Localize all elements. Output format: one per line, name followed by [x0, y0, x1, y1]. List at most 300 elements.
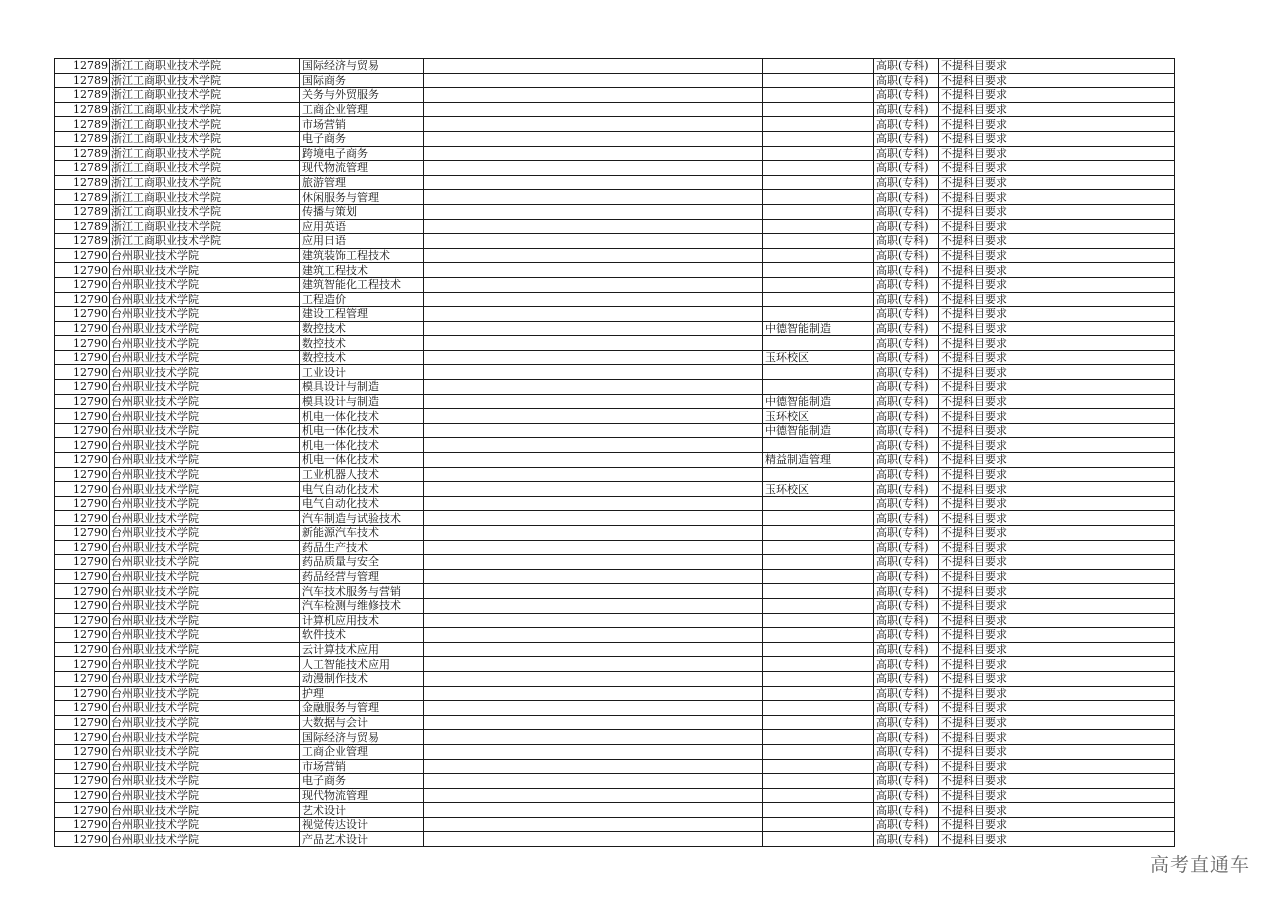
school-name-cell: 台州职业技术学院	[110, 555, 300, 570]
campus-note-cell	[763, 263, 874, 278]
level-cell: 高职(专科)	[874, 832, 939, 847]
major-name-cell: 机电一体化技术	[300, 438, 424, 453]
major-name-cell: 电气自动化技术	[300, 482, 424, 497]
level-cell: 高职(专科)	[874, 598, 939, 613]
school-name-cell: 台州职业技术学院	[110, 540, 300, 555]
level-cell: 高职(专科)	[874, 686, 939, 701]
school-code-cell: 12789	[55, 219, 110, 234]
subject-requirement-cell: 不提科目要求	[939, 686, 1175, 701]
level-cell: 高职(专科)	[874, 657, 939, 672]
table-row	[55, 511, 1175, 526]
subject-requirement-cell: 不提科目要求	[939, 511, 1175, 526]
school-name-cell: 台州职业技术学院	[110, 598, 300, 613]
subject-requirement-cell: 不提科目要求	[939, 423, 1175, 438]
subject-requirement-cell: 不提科目要求	[939, 277, 1175, 292]
campus-note-cell	[763, 803, 874, 818]
major-note-cell	[424, 131, 763, 146]
campus-note-cell	[763, 540, 874, 555]
school-code-cell: 12789	[55, 190, 110, 205]
level-cell: 高职(专科)	[874, 774, 939, 789]
table-row	[55, 336, 1175, 351]
major-note-cell	[424, 832, 763, 847]
major-name-cell: 护理	[300, 686, 424, 701]
table-row	[55, 248, 1175, 263]
school-code-cell: 12790	[55, 744, 110, 759]
major-note-cell	[424, 555, 763, 570]
campus-note-cell	[763, 307, 874, 322]
major-name-cell: 动漫制作技术	[300, 671, 424, 686]
campus-note-cell	[763, 161, 874, 176]
level-cell: 高职(专科)	[874, 526, 939, 541]
campus-note-cell	[763, 496, 874, 511]
school-code-cell: 12790	[55, 569, 110, 584]
subject-requirement-cell: 不提科目要求	[939, 613, 1175, 628]
campus-note-cell	[763, 584, 874, 599]
table-row	[55, 438, 1175, 453]
subject-requirement-cell: 不提科目要求	[939, 321, 1175, 336]
major-name-cell: 机电一体化技术	[300, 453, 424, 468]
level-cell: 高职(专科)	[874, 511, 939, 526]
school-name-cell: 台州职业技术学院	[110, 248, 300, 263]
school-name-cell: 浙江工商职业技术学院	[110, 73, 300, 88]
major-note-cell	[424, 321, 763, 336]
major-name-cell: 药品经营与管理	[300, 569, 424, 584]
level-cell: 高职(专科)	[874, 759, 939, 774]
table-row	[55, 496, 1175, 511]
subject-requirement-cell: 不提科目要求	[939, 540, 1175, 555]
school-name-cell: 台州职业技术学院	[110, 380, 300, 395]
school-name-cell: 台州职业技术学院	[110, 453, 300, 468]
campus-note-cell: 玉环校区	[763, 409, 874, 424]
campus-note-cell	[763, 131, 874, 146]
table-row	[55, 117, 1175, 132]
major-note-cell	[424, 336, 763, 351]
level-cell: 高职(专科)	[874, 482, 939, 497]
table-row	[55, 219, 1175, 234]
school-name-cell: 台州职业技术学院	[110, 307, 300, 322]
major-name-cell: 新能源汽车技术	[300, 526, 424, 541]
school-name-cell: 台州职业技术学院	[110, 263, 300, 278]
subject-requirement-cell: 不提科目要求	[939, 803, 1175, 818]
campus-note-cell	[763, 832, 874, 847]
school-name-cell: 浙江工商职业技术学院	[110, 204, 300, 219]
watermark-text: 高考直通车	[1149, 854, 1250, 876]
campus-note-cell	[763, 59, 874, 74]
campus-note-cell	[763, 190, 874, 205]
campus-note-cell	[763, 467, 874, 482]
school-code-cell: 12790	[55, 540, 110, 555]
subject-requirement-cell: 不提科目要求	[939, 292, 1175, 307]
school-name-cell: 台州职业技术学院	[110, 511, 300, 526]
major-note-cell	[424, 117, 763, 132]
level-cell: 高职(专科)	[874, 321, 939, 336]
subject-requirement-cell: 不提科目要求	[939, 380, 1175, 395]
table-row	[55, 380, 1175, 395]
school-name-cell: 台州职业技术学院	[110, 336, 300, 351]
campus-note-cell	[763, 817, 874, 832]
major-name-cell: 现代物流管理	[300, 161, 424, 176]
level-cell: 高职(专科)	[874, 496, 939, 511]
major-name-cell: 国际经济与贸易	[300, 730, 424, 745]
major-name-cell: 工程造价	[300, 292, 424, 307]
school-name-cell: 台州职业技术学院	[110, 759, 300, 774]
table-row	[55, 817, 1175, 832]
table-row	[55, 175, 1175, 190]
major-name-cell: 数控技术	[300, 336, 424, 351]
school-name-cell: 台州职业技术学院	[110, 715, 300, 730]
major-name-cell: 建筑智能化工程技术	[300, 277, 424, 292]
table-row	[55, 482, 1175, 497]
major-name-cell: 工商企业管理	[300, 102, 424, 117]
level-cell: 高职(专科)	[874, 394, 939, 409]
level-cell: 高职(专科)	[874, 365, 939, 380]
subject-requirement-cell: 不提科目要求	[939, 175, 1175, 190]
school-name-cell: 台州职业技术学院	[110, 686, 300, 701]
subject-requirement-cell: 不提科目要求	[939, 569, 1175, 584]
school-name-cell: 台州职业技术学院	[110, 584, 300, 599]
school-name-cell: 台州职业技术学院	[110, 657, 300, 672]
table-row	[55, 88, 1175, 103]
school-code-cell: 12789	[55, 102, 110, 117]
school-name-cell: 台州职业技术学院	[110, 817, 300, 832]
major-note-cell	[424, 482, 763, 497]
subject-requirement-cell: 不提科目要求	[939, 496, 1175, 511]
level-cell: 高职(专科)	[874, 73, 939, 88]
school-name-cell: 浙江工商职业技术学院	[110, 161, 300, 176]
subject-requirement-cell: 不提科目要求	[939, 832, 1175, 847]
major-name-cell: 工业机器人技术	[300, 467, 424, 482]
table-row	[55, 832, 1175, 847]
school-name-cell: 台州职业技术学院	[110, 730, 300, 745]
major-note-cell	[424, 146, 763, 161]
major-note-cell	[424, 350, 763, 365]
table-row	[55, 453, 1175, 468]
campus-note-cell	[763, 701, 874, 716]
table-row	[55, 307, 1175, 322]
school-name-cell: 台州职业技术学院	[110, 423, 300, 438]
campus-note-cell	[763, 117, 874, 132]
level-cell: 高职(专科)	[874, 628, 939, 643]
campus-note-cell: 中德智能制造	[763, 321, 874, 336]
campus-note-cell	[763, 759, 874, 774]
school-name-cell: 台州职业技术学院	[110, 467, 300, 482]
school-code-cell: 12790	[55, 686, 110, 701]
major-name-cell: 数控技术	[300, 321, 424, 336]
major-note-cell	[424, 88, 763, 103]
campus-note-cell	[763, 88, 874, 103]
subject-requirement-cell: 不提科目要求	[939, 219, 1175, 234]
subject-requirement-cell: 不提科目要求	[939, 774, 1175, 789]
level-cell: 高职(专科)	[874, 642, 939, 657]
major-name-cell: 电气自动化技术	[300, 496, 424, 511]
campus-note-cell	[763, 598, 874, 613]
table-row	[55, 59, 1175, 74]
school-code-cell: 12790	[55, 350, 110, 365]
subject-requirement-cell: 不提科目要求	[939, 555, 1175, 570]
level-cell: 高职(专科)	[874, 409, 939, 424]
major-note-cell	[424, 59, 763, 74]
subject-requirement-cell: 不提科目要求	[939, 715, 1175, 730]
school-name-cell: 台州职业技术学院	[110, 569, 300, 584]
school-name-cell: 台州职业技术学院	[110, 744, 300, 759]
campus-note-cell	[763, 526, 874, 541]
school-code-cell: 12789	[55, 234, 110, 249]
school-name-cell: 浙江工商职业技术学院	[110, 190, 300, 205]
major-note-cell	[424, 453, 763, 468]
level-cell: 高职(专科)	[874, 438, 939, 453]
table-row	[55, 598, 1175, 613]
school-name-cell: 浙江工商职业技术学院	[110, 131, 300, 146]
campus-note-cell: 中德智能制造	[763, 423, 874, 438]
school-code-cell: 12790	[55, 423, 110, 438]
major-name-cell: 机电一体化技术	[300, 423, 424, 438]
subject-requirement-cell: 不提科目要求	[939, 482, 1175, 497]
campus-note-cell	[763, 234, 874, 249]
major-note-cell	[424, 788, 763, 803]
school-name-cell: 台州职业技术学院	[110, 292, 300, 307]
subject-requirement-cell: 不提科目要求	[939, 394, 1175, 409]
school-code-cell: 12790	[55, 832, 110, 847]
major-name-cell: 市场营销	[300, 759, 424, 774]
campus-note-cell	[763, 292, 874, 307]
table-row	[55, 715, 1175, 730]
subject-requirement-cell: 不提科目要求	[939, 671, 1175, 686]
major-note-cell	[424, 438, 763, 453]
subject-requirement-cell: 不提科目要求	[939, 817, 1175, 832]
campus-note-cell	[763, 146, 874, 161]
campus-note-cell	[763, 380, 874, 395]
subject-requirement-cell: 不提科目要求	[939, 628, 1175, 643]
campus-note-cell	[763, 365, 874, 380]
school-code-cell: 12790	[55, 482, 110, 497]
table-row	[55, 803, 1175, 818]
major-name-cell: 云计算技术应用	[300, 642, 424, 657]
subject-requirement-cell: 不提科目要求	[939, 146, 1175, 161]
school-code-cell: 12790	[55, 380, 110, 395]
table-row	[55, 671, 1175, 686]
campus-note-cell	[763, 438, 874, 453]
school-code-cell: 12790	[55, 730, 110, 745]
major-note-cell	[424, 423, 763, 438]
school-code-cell: 12790	[55, 511, 110, 526]
major-name-cell: 大数据与会计	[300, 715, 424, 730]
major-name-cell: 传播与策划	[300, 204, 424, 219]
table-row	[55, 657, 1175, 672]
school-code-cell: 12790	[55, 657, 110, 672]
level-cell: 高职(专科)	[874, 380, 939, 395]
table-row	[55, 204, 1175, 219]
major-name-cell: 视觉传达设计	[300, 817, 424, 832]
major-note-cell	[424, 774, 763, 789]
level-cell: 高职(专科)	[874, 817, 939, 832]
campus-note-cell: 中德智能制造	[763, 394, 874, 409]
campus-note-cell	[763, 204, 874, 219]
major-name-cell: 药品质量与安全	[300, 555, 424, 570]
major-name-cell: 药品生产技术	[300, 540, 424, 555]
level-cell: 高职(专科)	[874, 102, 939, 117]
school-code-cell: 12790	[55, 496, 110, 511]
school-code-cell: 12789	[55, 146, 110, 161]
level-cell: 高职(专科)	[874, 540, 939, 555]
major-note-cell	[424, 613, 763, 628]
major-name-cell: 应用日语	[300, 234, 424, 249]
school-name-cell: 台州职业技术学院	[110, 671, 300, 686]
subject-requirement-cell: 不提科目要求	[939, 642, 1175, 657]
level-cell: 高职(专科)	[874, 584, 939, 599]
table-row	[55, 350, 1175, 365]
school-name-cell: 台州职业技术学院	[110, 526, 300, 541]
major-note-cell	[424, 496, 763, 511]
level-cell: 高职(专科)	[874, 117, 939, 132]
major-note-cell	[424, 409, 763, 424]
major-name-cell: 国际经济与贸易	[300, 59, 424, 74]
subject-requirement-cell: 不提科目要求	[939, 467, 1175, 482]
school-code-cell: 12789	[55, 175, 110, 190]
subject-requirement-cell: 不提科目要求	[939, 102, 1175, 117]
major-name-cell: 工业设计	[300, 365, 424, 380]
subject-requirement-cell: 不提科目要求	[939, 453, 1175, 468]
level-cell: 高职(专科)	[874, 569, 939, 584]
subject-requirement-cell: 不提科目要求	[939, 438, 1175, 453]
table-row	[55, 73, 1175, 88]
subject-requirement-cell: 不提科目要求	[939, 248, 1175, 263]
major-note-cell	[424, 803, 763, 818]
level-cell: 高职(专科)	[874, 59, 939, 74]
major-note-cell	[424, 642, 763, 657]
school-name-cell: 台州职业技术学院	[110, 642, 300, 657]
level-cell: 高职(专科)	[874, 146, 939, 161]
table-row	[55, 292, 1175, 307]
school-code-cell: 12790	[55, 467, 110, 482]
major-note-cell	[424, 219, 763, 234]
table-row	[55, 321, 1175, 336]
level-cell: 高职(专科)	[874, 350, 939, 365]
major-name-cell: 金融服务与管理	[300, 701, 424, 716]
level-cell: 高职(专科)	[874, 613, 939, 628]
school-code-cell: 12790	[55, 409, 110, 424]
campus-note-cell	[763, 73, 874, 88]
level-cell: 高职(专科)	[874, 715, 939, 730]
admission-table	[54, 58, 1175, 847]
school-name-cell: 台州职业技术学院	[110, 394, 300, 409]
subject-requirement-cell: 不提科目要求	[939, 336, 1175, 351]
major-note-cell	[424, 467, 763, 482]
school-code-cell: 12790	[55, 788, 110, 803]
subject-requirement-cell: 不提科目要求	[939, 788, 1175, 803]
major-name-cell: 市场营销	[300, 117, 424, 132]
school-code-cell: 12790	[55, 584, 110, 599]
level-cell: 高职(专科)	[874, 219, 939, 234]
campus-note-cell	[763, 219, 874, 234]
level-cell: 高职(专科)	[874, 788, 939, 803]
table-row	[55, 146, 1175, 161]
campus-note-cell: 玉环校区	[763, 482, 874, 497]
major-name-cell: 关务与外贸服务	[300, 88, 424, 103]
level-cell: 高职(专科)	[874, 671, 939, 686]
school-name-cell: 浙江工商职业技术学院	[110, 234, 300, 249]
school-code-cell: 12790	[55, 715, 110, 730]
subject-requirement-cell: 不提科目要求	[939, 117, 1175, 132]
major-name-cell: 数控技术	[300, 350, 424, 365]
table-row	[55, 569, 1175, 584]
subject-requirement-cell: 不提科目要求	[939, 526, 1175, 541]
subject-requirement-cell: 不提科目要求	[939, 59, 1175, 74]
school-code-cell: 12790	[55, 759, 110, 774]
school-name-cell: 台州职业技术学院	[110, 613, 300, 628]
school-code-cell: 12790	[55, 438, 110, 453]
major-name-cell: 软件技术	[300, 628, 424, 643]
level-cell: 高职(专科)	[874, 701, 939, 716]
school-code-cell: 12790	[55, 307, 110, 322]
school-code-cell: 12789	[55, 131, 110, 146]
school-name-cell: 台州职业技术学院	[110, 350, 300, 365]
campus-note-cell	[763, 613, 874, 628]
school-name-cell: 台州职业技术学院	[110, 409, 300, 424]
school-code-cell: 12790	[55, 598, 110, 613]
level-cell: 高职(专科)	[874, 307, 939, 322]
major-note-cell	[424, 190, 763, 205]
table-row	[55, 365, 1175, 380]
school-name-cell: 浙江工商职业技术学院	[110, 59, 300, 74]
school-name-cell: 台州职业技术学院	[110, 482, 300, 497]
major-note-cell	[424, 657, 763, 672]
level-cell: 高职(专科)	[874, 336, 939, 351]
major-name-cell: 建筑装饰工程技术	[300, 248, 424, 263]
table-row	[55, 584, 1175, 599]
subject-requirement-cell: 不提科目要求	[939, 598, 1175, 613]
campus-note-cell	[763, 730, 874, 745]
major-name-cell: 建设工程管理	[300, 307, 424, 322]
level-cell: 高职(专科)	[874, 175, 939, 190]
campus-note-cell	[763, 175, 874, 190]
table-body	[55, 59, 1175, 847]
table-row	[55, 263, 1175, 278]
major-name-cell: 建筑工程技术	[300, 263, 424, 278]
school-code-cell: 12790	[55, 817, 110, 832]
major-note-cell	[424, 744, 763, 759]
major-name-cell: 计算机应用技术	[300, 613, 424, 628]
table-row	[55, 686, 1175, 701]
subject-requirement-cell: 不提科目要求	[939, 204, 1175, 219]
school-code-cell: 12790	[55, 555, 110, 570]
table-row	[55, 744, 1175, 759]
school-name-cell: 台州职业技术学院	[110, 832, 300, 847]
school-code-cell: 12790	[55, 642, 110, 657]
school-name-cell: 台州职业技术学院	[110, 628, 300, 643]
school-code-cell: 12789	[55, 204, 110, 219]
school-name-cell: 台州职业技术学院	[110, 788, 300, 803]
campus-note-cell	[763, 642, 874, 657]
school-name-cell: 台州职业技术学院	[110, 277, 300, 292]
major-note-cell	[424, 248, 763, 263]
table-row	[55, 277, 1175, 292]
table-row	[55, 788, 1175, 803]
subject-requirement-cell: 不提科目要求	[939, 161, 1175, 176]
school-code-cell: 12790	[55, 263, 110, 278]
level-cell: 高职(专科)	[874, 467, 939, 482]
campus-note-cell	[763, 671, 874, 686]
campus-note-cell	[763, 657, 874, 672]
school-code-cell: 12789	[55, 88, 110, 103]
subject-requirement-cell: 不提科目要求	[939, 307, 1175, 322]
table-row	[55, 467, 1175, 482]
major-name-cell: 模具设计与制造	[300, 394, 424, 409]
major-name-cell: 产品艺术设计	[300, 832, 424, 847]
school-name-cell: 台州职业技术学院	[110, 321, 300, 336]
major-name-cell: 机电一体化技术	[300, 409, 424, 424]
table-row	[55, 540, 1175, 555]
school-code-cell: 12790	[55, 336, 110, 351]
